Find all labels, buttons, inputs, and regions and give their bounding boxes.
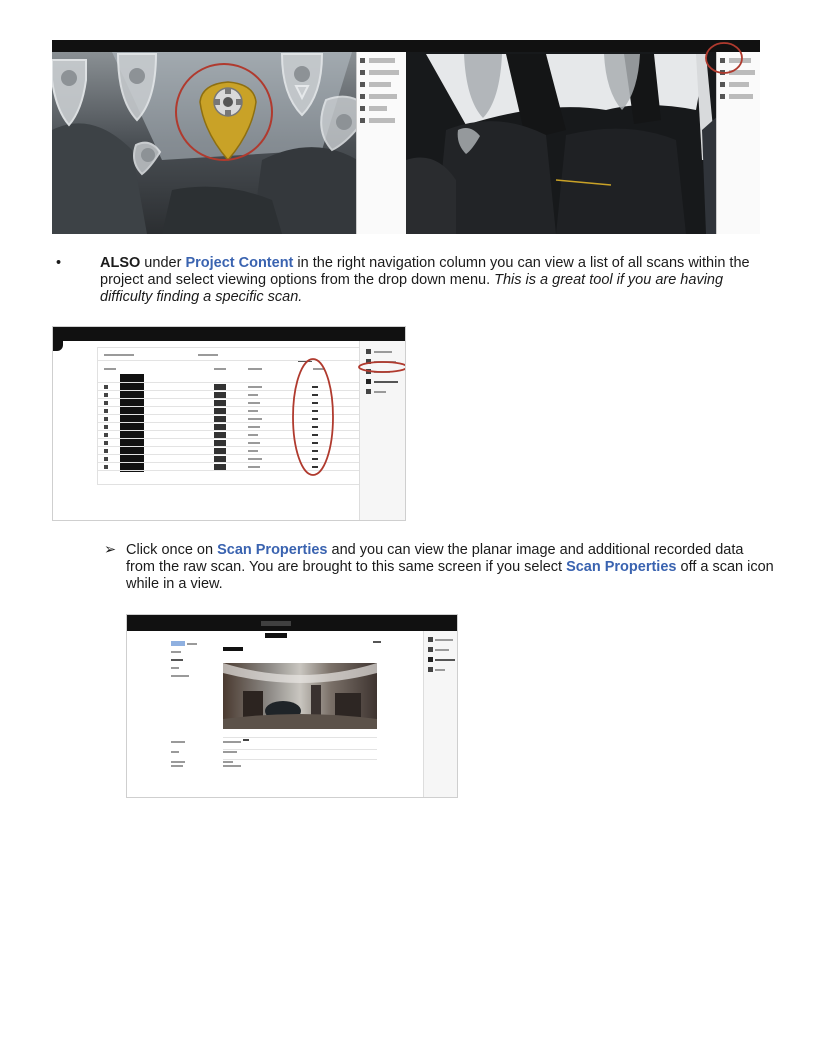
project-content-screenshot [52,326,406,521]
annotation-circles [53,327,405,520]
scan-properties-screenshot [126,614,458,798]
arrow-bullet-paragraph-scan-properties [104,542,776,593]
arrow-bullet-icon: ➢ [104,542,117,558]
bullet-paragraph-project-content [56,255,760,306]
right-nav-column [423,631,458,797]
scan-properties-highlight: Scan Properties [566,559,677,575]
car-interior-view [52,40,406,234]
text-run: and you can view the planar image and additional recorded data from the raw scan. You are brought to this same screen if you select [126,542,744,575]
text-run: in the right navigation column you can view a list of all scans within the project and select viewing options from the drop down menu. [100,255,750,288]
left-nav [171,637,211,697]
text-run: under [140,255,186,271]
annotation-circle [702,40,746,76]
redacted-title [265,633,287,638]
scan-properties-highlight: Scan Properties [217,542,328,558]
text-run: Click once on [126,542,218,558]
right-nav-panel [716,52,760,234]
lead-word: ALSO [100,255,141,271]
planar-panorama-image [223,663,377,729]
right-nav-panel [356,52,406,234]
italic-tip: This is a great tool if you are having difficulty finding a specific scan. [100,272,724,305]
bullet-icon: • [56,255,62,271]
text-run: off a scan icon while in a view. [126,559,774,592]
car-interior-screenshot-left [52,40,406,234]
project-content-highlight: Project Content [185,255,294,271]
car-interior-screenshot-right [406,40,760,234]
